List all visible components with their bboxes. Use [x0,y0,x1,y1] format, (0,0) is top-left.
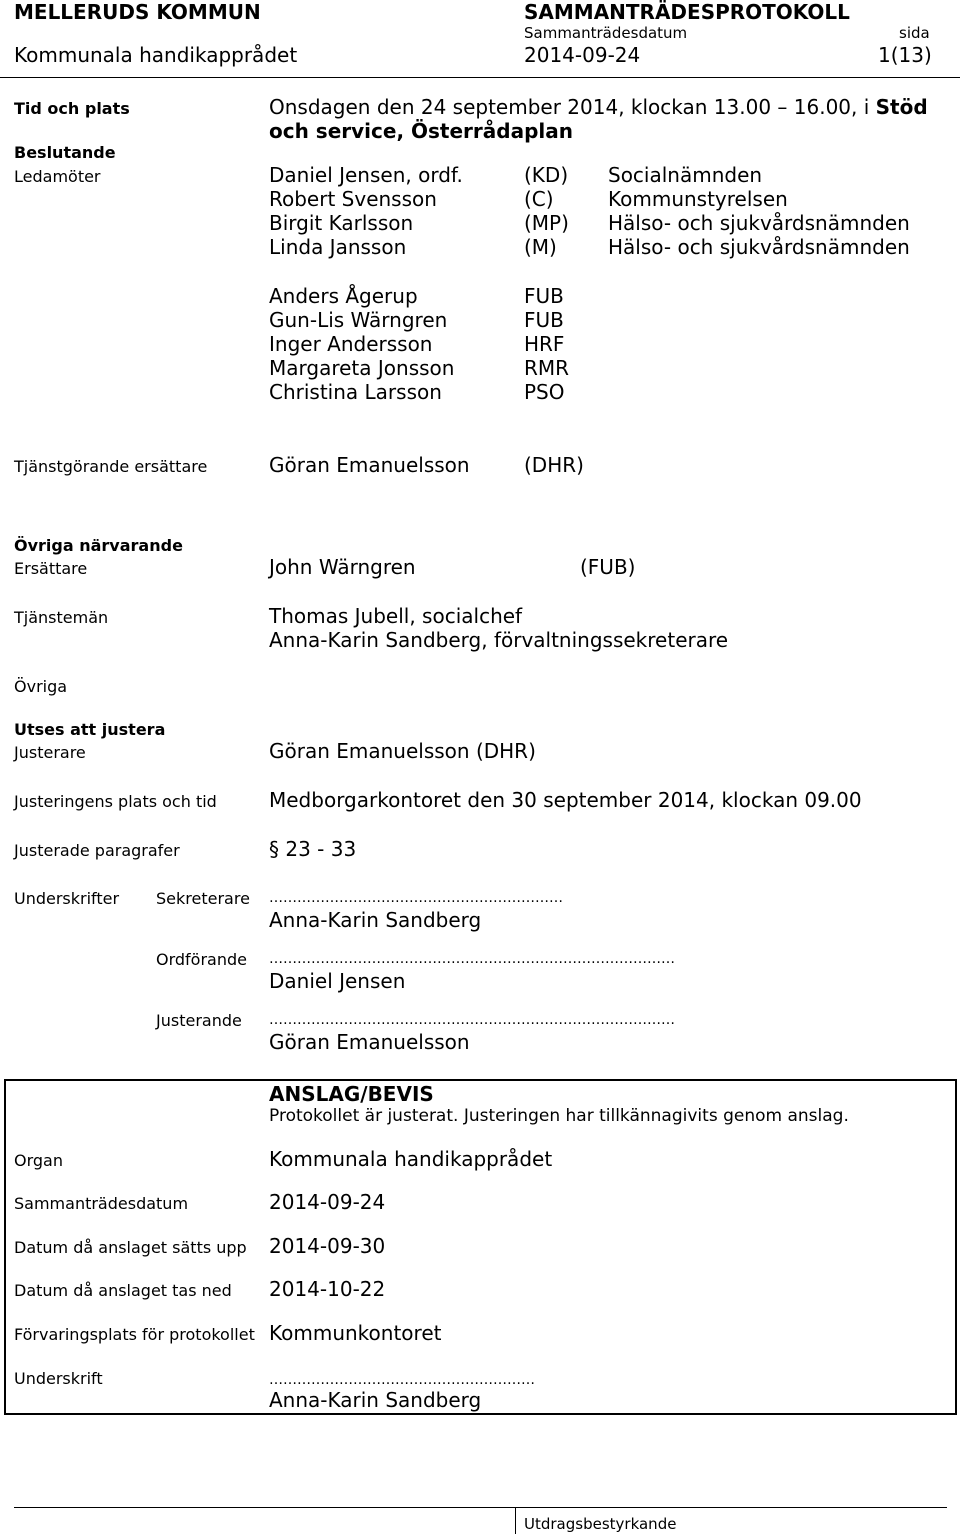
signature-name: Daniel Jensen [269,969,406,993]
time-place-location: och service, Österrådaplan [269,119,573,143]
member-party: (KD) [524,163,569,187]
header-divider [0,77,960,78]
tjanstg-name: Göran Emanuelsson [269,453,470,477]
member-org: Hälso- och sjukvårdsnämnden [608,235,910,259]
ovriga-narvarande-label: Övriga närvarande [14,536,183,555]
member-org: Hälso- och sjukvårdsnämnden [608,211,910,235]
meeting-date-label: Sammanträdesdatum [524,24,688,42]
page-number: 1(13) [878,43,932,67]
footer-separator [515,1507,516,1534]
signature-line: …………………………………………………………………………… [269,1012,675,1028]
anslag-datum-value: 2014-09-24 [269,1190,386,1214]
member-party: (MP) [524,211,569,235]
anslag-subtitle: Protokollet är justerat. Justeringen har tillkännagivits genom anslag. [269,1106,849,1126]
justeringens-plats-label: Justeringens plats och tid [14,792,217,811]
anslag-datum-label: Sammanträdesdatum [14,1194,189,1213]
page-label: sida [899,24,930,42]
tjanstemen-label: Tjänstemän [14,608,109,627]
signature-role: Ordförande [156,950,247,969]
beslutande-label: Beslutande [14,143,116,162]
forvaring-value: Kommunkontoret [269,1321,442,1345]
association-org: RMR [524,356,570,380]
underskrift-label: Underskrift [14,1369,103,1388]
justeringens-plats-value: Medborgarkontoret den 30 september 2014, klockan 09.00 [269,788,862,812]
time-place-label: Tid och plats [14,99,130,118]
tas-ned-value: 2014-10-22 [269,1277,386,1301]
tjansteman-item: Anna-Karin Sandberg, förvaltningssekreterare [269,628,729,652]
satts-upp-value: 2014-09-30 [269,1234,386,1258]
doc-type: SAMMANTRÄDESPROTOKOLL [524,0,850,24]
association-member-name: Inger Andersson [269,332,433,356]
tjansteman-item: Thomas Jubell, socialchef [269,604,523,628]
paragrafer-label: Justerade paragrafer [14,841,180,860]
paragrafer-value: § 23 - 33 [269,837,357,861]
member-party: (M) [524,235,557,259]
time-place-value: Onsdagen den 24 september 2014, klockan 13.00 – 16.00, i Stöd [269,95,928,119]
organ-value: Kommunala handikapprådet [269,1147,553,1171]
underskrift-name: Anna-Karin Sandberg [269,1388,482,1412]
ovriga-label: Övriga [14,677,68,696]
justerare-label: Justerare [14,743,86,762]
satts-upp-label: Datum då anslaget sätts upp [14,1238,247,1257]
underskrift-line: ………………………………………………… [269,1372,535,1388]
ersattare-org: (FUB) [580,555,636,579]
association-org: FUB [524,284,564,308]
signature-line: ……………………………………………………… [269,890,563,906]
member-name: Robert Svensson [269,187,437,211]
member-org: Kommunstyrelsen [608,187,788,211]
association-member-name: Anders Ågerup [269,284,418,308]
association-member-name: Gun-Lis Wärngren [269,308,448,332]
ersattare-name: John Wärngren [269,555,416,579]
body-name: Kommunala handikapprådet [14,43,298,67]
org-name: MELLERUDS KOMMUN [14,0,261,24]
utdragsbestyrkande-label: Utdragsbestyrkande [524,1515,677,1533]
utses-label: Utses att justera [14,720,166,739]
signatures-label: Underskrifter [14,889,120,908]
signature-name: Anna-Karin Sandberg [269,908,482,932]
association-org: PSO [524,380,565,404]
association-member-name: Margareta Jonsson [269,356,455,380]
signature-role: Justerande [156,1011,242,1030]
association-org: HRF [524,332,565,356]
anslag-title: ANSLAG/BEVIS [269,1082,434,1106]
association-org: FUB [524,308,564,332]
signature-line: …………………………………………………………………………… [269,951,675,967]
member-name: Birgit Karlsson [269,211,414,235]
footer-divider [14,1507,947,1508]
forvaring-label: Förvaringsplats för protokollet [14,1325,255,1344]
member-party: (C) [524,187,554,211]
tjanstg-label: Tjänstgörande ersättare [14,457,208,476]
signature-name: Göran Emanuelsson [269,1030,470,1054]
justerare-value: Göran Emanuelsson (DHR) [269,739,536,763]
association-member-name: Christina Larsson [269,380,442,404]
ersattare-label: Ersättare [14,559,88,578]
member-org: Socialnämnden [608,163,763,187]
ledamoter-label: Ledamöter [14,167,101,186]
signature-role: Sekreterare [156,889,250,908]
organ-label: Organ [14,1151,63,1170]
header-date: 2014-09-24 [524,43,641,67]
tjanstg-org: (DHR) [524,453,584,477]
tas-ned-label: Datum då anslaget tas ned [14,1281,232,1300]
member-name: Linda Jansson [269,235,407,259]
member-name: Daniel Jensen, ordf. [269,163,463,187]
